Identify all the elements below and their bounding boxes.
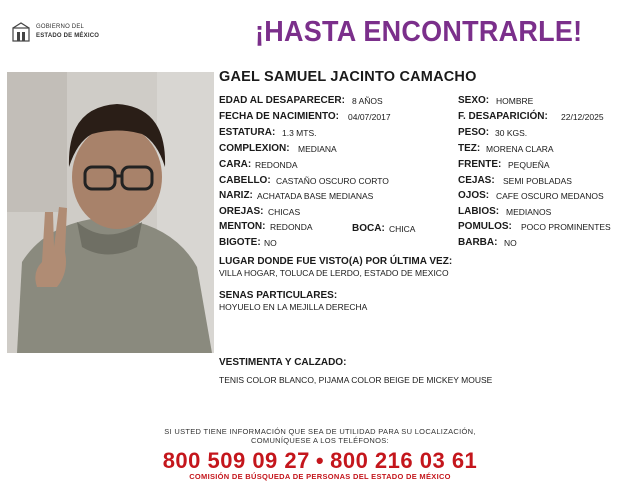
state-emblem-icon [10, 22, 32, 44]
labios-value: MEDIANOS [506, 207, 552, 217]
gov-line1: GOBIERNO DEL [36, 24, 85, 30]
last-seen-value: VILLA HOGAR, TOLUCA DE LERDO, ESTADO DE MEXICO [219, 268, 449, 278]
info-line1: SI USTED TIENE INFORMACIÓN QUE SEA DE UTILIDAD PARA SU LOCALIZACIÓN, [164, 427, 476, 436]
last-seen-label: LUGAR DONDE FUE VISTO(A) POR ÚLTIMA VEZ: [219, 256, 453, 267]
headline: ¡HASTA ENCONTRARLE! [255, 16, 583, 48]
boca-value: CHICA [389, 224, 416, 234]
tez-value: MORENA CLARA [486, 144, 554, 154]
phone-numbers [0, 448, 640, 474]
nariz-value: ACHATADA BASE MEDIANAS [257, 191, 374, 201]
barba-label: BARBA: [458, 237, 498, 248]
cara-value: REDONDA [255, 160, 298, 170]
phone-number-1[interactable]: 800 509 09 27 [162, 448, 310, 473]
gov-line2: ESTADO DE MÉXICO [36, 33, 100, 39]
frente-label: FRENTE: [458, 159, 502, 170]
fecha-nac-label: FECHA DE NACIMIENTO: [219, 111, 339, 122]
pomulos-label: POMULOS: [458, 221, 512, 232]
orejas-value: CHICAS [268, 207, 301, 217]
estatura-label: ESTATURA: [219, 127, 276, 138]
estatura-value: 1.3 MTS. [282, 128, 317, 138]
peso-value: 30 KGS. [495, 128, 528, 138]
clothing-label: VESTIMENTA Y CALZADO: [219, 357, 347, 368]
sexo-label: SEXO: [458, 95, 490, 106]
labios-label: LABIOS: [458, 206, 500, 217]
ojos-value: CAFE OSCURO MEDANOS [496, 191, 604, 201]
barba-value: NO [504, 238, 517, 248]
f-desap-label: F. DESAPARICIÓN: [458, 111, 548, 122]
commission-name: COMISIÓN DE BÚSQUEDA DE PERSONAS DEL ESTADO DE MÉXICO [189, 472, 451, 481]
info-line2: COMUNÍQUESE A LOS TELÉFONOS: [251, 436, 389, 445]
edad-label: EDAD AL DESAPARECER: [219, 95, 345, 106]
frente-value: PEQUEÑA [508, 160, 550, 170]
cejas-label: CEJAS: [458, 175, 495, 186]
person-name: GAEL SAMUEL JACINTO CAMACHO [219, 69, 477, 85]
cara-label: CARA: [219, 159, 252, 170]
menton-value: REDONDA [270, 222, 313, 232]
fecha-nac-value: 04/07/2017 [348, 112, 391, 122]
tez-label: TEZ: [458, 143, 481, 154]
peso-label: PESO: [458, 127, 490, 138]
bigote-label: BIGOTE: [219, 237, 261, 248]
separator-dot-icon: • [315, 448, 325, 473]
clothing-value: TENIS COLOR BLANCO, PIJAMA COLOR BEIGE DE MICKEY MOUSE [219, 375, 493, 385]
ojos-label: OJOS: [458, 190, 490, 201]
sexo-value: HOMBRE [496, 96, 534, 106]
boca-label: BOCA: [352, 223, 385, 234]
marks-value: HOYUELO EN LA MEJILLA DERECHA [219, 302, 368, 312]
phone-number-2[interactable]: 800 216 03 61 [330, 448, 478, 473]
cabello-value: CASTAÑO OSCURO CORTO [276, 176, 389, 186]
nariz-label: NARIZ: [219, 190, 253, 201]
government-logo [10, 22, 120, 46]
complexion-value: MEDIANA [298, 144, 337, 154]
pomulos-value: POCO PROMINENTES [521, 222, 611, 232]
cabello-label: CABELLO: [219, 175, 271, 186]
menton-label: MENTON: [219, 221, 266, 232]
orejas-label: OREJAS: [219, 206, 264, 217]
edad-value: 8 AÑOS [352, 96, 383, 106]
complexion-label: COMPLEXION: [219, 143, 290, 154]
cejas-value: SEMI POBLADAS [503, 176, 572, 186]
marks-label: SENAS PARTICULARES: [219, 290, 338, 301]
bigote-value: NO [264, 238, 277, 248]
f-desap-value: 22/12/2025 [561, 112, 604, 122]
missing-person-photo [7, 72, 214, 353]
